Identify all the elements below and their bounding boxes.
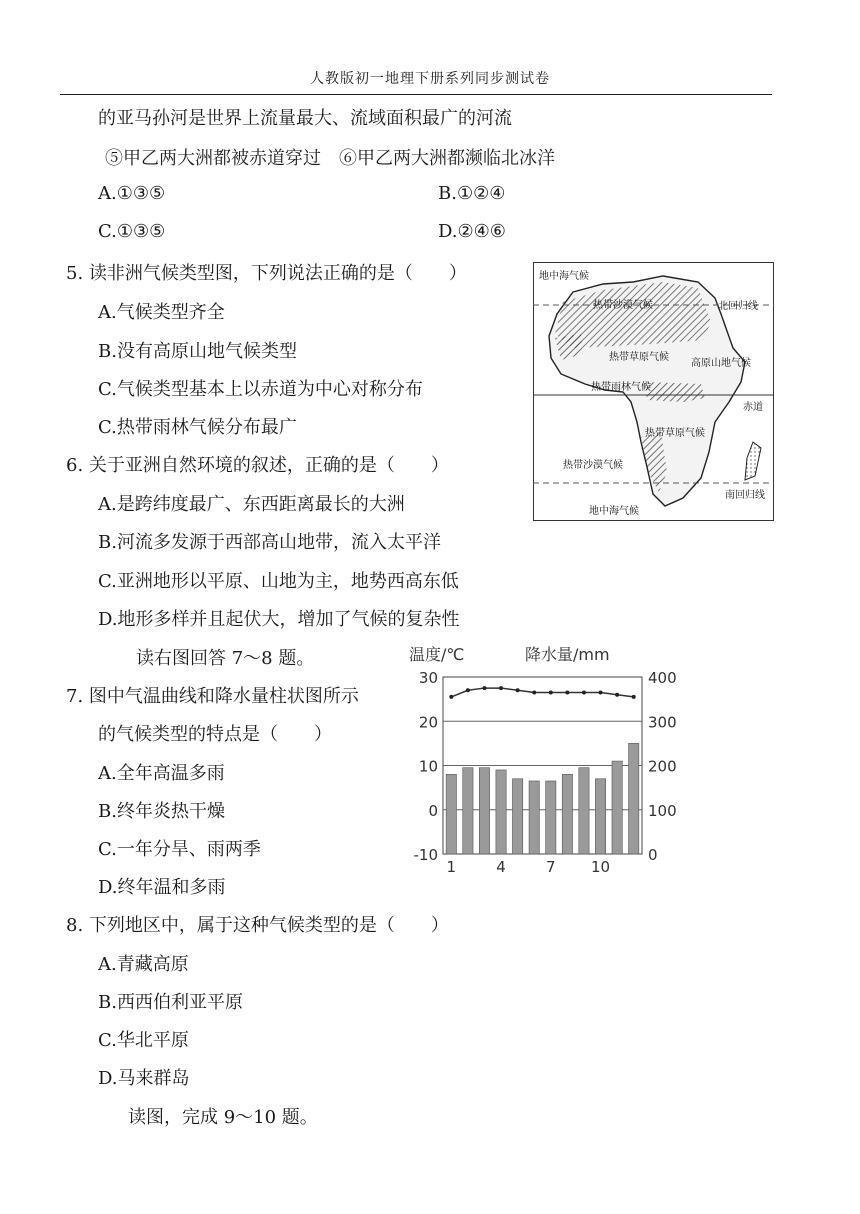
precipitation-bar (479, 768, 489, 854)
instruction: 读右图回答 7～8 题。 (136, 648, 315, 669)
precip-tick-label: 100 (648, 801, 677, 820)
month-tick-label: 10 (590, 858, 611, 875)
temperature-point (482, 686, 486, 690)
option-c: C.①③⑤ (98, 221, 166, 242)
climate-chart (405, 640, 690, 875)
precipitation-bar (595, 779, 605, 854)
option-a: A.气候类型齐全 (98, 302, 225, 323)
map-label: 南回归线 (725, 490, 765, 501)
text-line: ⑤甲乙两大洲都被赤道穿过 ⑥甲乙两大洲都濒临北冰洋 (105, 148, 555, 169)
option-b: B.①②④ (438, 183, 506, 204)
temp-tick-label: 0 (428, 801, 438, 820)
option-a: A.①③⑤ (98, 183, 166, 204)
map-label: 地中海气候 (539, 271, 589, 282)
precipitation-bar (512, 779, 522, 854)
option-b: B.终年炎热干燥 (98, 801, 225, 822)
option-a: A.青藏高原 (98, 954, 189, 975)
option-d: D.地形多样并且起伏大，增加了气候的复杂性 (98, 609, 460, 630)
option-c: C.华北平原 (98, 1030, 189, 1051)
temperature-point (499, 686, 503, 690)
rainforest-zone (645, 382, 705, 402)
precip-tick-label: 0 (648, 846, 658, 864)
question-6: 6. 关于亚洲自然环境的叙述，正确的是（ ） (66, 455, 449, 476)
month-tick-label: 1 (446, 858, 457, 875)
temp-tick-label: 20 (418, 713, 438, 732)
question-7: 7. 图中气温曲线和降水量柱状图所示 (66, 686, 359, 707)
temperature-point (632, 695, 636, 699)
month-tick-label: 7 (546, 858, 556, 875)
temperature-point (516, 688, 520, 692)
temperature-point (466, 688, 470, 692)
question-5: 5. 读非洲气候类型图，下列说法正确的是（ ） (66, 263, 467, 284)
temperature-point (532, 690, 536, 694)
temperature-point (565, 690, 569, 694)
map-label: 热带雨林气候 (591, 382, 651, 393)
precipitation-bar (579, 768, 589, 854)
option-a: A.全年高温多雨 (98, 763, 225, 784)
map-label: 赤道 (743, 402, 763, 413)
africa-climate-map (533, 262, 774, 521)
instruction: 读图，完成 9～10 题。 (128, 1107, 318, 1128)
option-d: C.热带雨林气候分布最广 (98, 417, 297, 438)
temperature-point (449, 695, 453, 699)
temperature-point (615, 693, 619, 697)
temperature-point (549, 690, 553, 694)
question-7-cont: 的气候类型的特点是（ ） (98, 724, 332, 745)
map-label: 热带沙漠气候 (593, 300, 653, 311)
temp-tick-label: -10 (413, 846, 438, 864)
temperature-point (582, 690, 586, 694)
option-d: D.马来群岛 (98, 1068, 190, 1089)
precipitation-bar (612, 761, 622, 854)
map-label: 地中海气候 (589, 506, 639, 517)
option-b: B.河流多发源于西部高山地带，流入太平洋 (98, 532, 441, 553)
map-label: 北回归线 (718, 301, 758, 312)
precipitation-bar (546, 781, 556, 854)
map-label: 热带草原气候 (609, 352, 669, 363)
temp-tick-label: 10 (418, 757, 438, 776)
precipitation-bar (529, 781, 539, 854)
map-label: 热带沙漠气候 (563, 460, 623, 471)
precipitation-bar (562, 774, 572, 854)
precip-tick-label: 300 (648, 713, 677, 732)
option-c: C.气候类型基本上以赤道为中心对称分布 (98, 379, 423, 400)
header-rule (60, 94, 772, 95)
temp-axis-title: 温度/℃ (409, 645, 465, 664)
precip-tick-label: 200 (648, 757, 677, 776)
precip-axis-title: 降水量/mm (525, 645, 610, 664)
text-line: 的亚马孙河是世界上流量最大、流域面积最广的河流 (98, 108, 512, 129)
map-label: 热带草原气候 (645, 428, 705, 439)
precipitation-bar (496, 770, 506, 854)
option-c: C.亚洲地形以平原、山地为主，地势西高东低 (98, 571, 459, 592)
option-b: B.没有高原山地气候类型 (98, 341, 297, 362)
page-header: 人教版初一地理下册系列同步测试卷 (310, 71, 550, 87)
option-b: B.西西伯利亚平原 (98, 992, 243, 1013)
precipitation-bar (629, 743, 639, 854)
temperature-point (599, 690, 603, 694)
option-a: A.是跨纬度最广、东西距离最长的大洲 (98, 494, 405, 515)
option-d: D.终年温和多雨 (98, 877, 226, 898)
precipitation-bar (446, 774, 456, 854)
month-tick-label: 4 (496, 858, 506, 875)
option-c: C.一年分旱、雨两季 (98, 839, 261, 860)
map-label: 高原山地气候 (691, 358, 751, 369)
question-8: 8. 下列地区中，属于这种气候类型的是（ ） (66, 915, 449, 936)
temp-tick-label: 30 (418, 669, 438, 687)
option-d: D.②④⑥ (438, 221, 506, 242)
precip-tick-label: 400 (648, 669, 677, 687)
precipitation-bar (463, 768, 473, 854)
